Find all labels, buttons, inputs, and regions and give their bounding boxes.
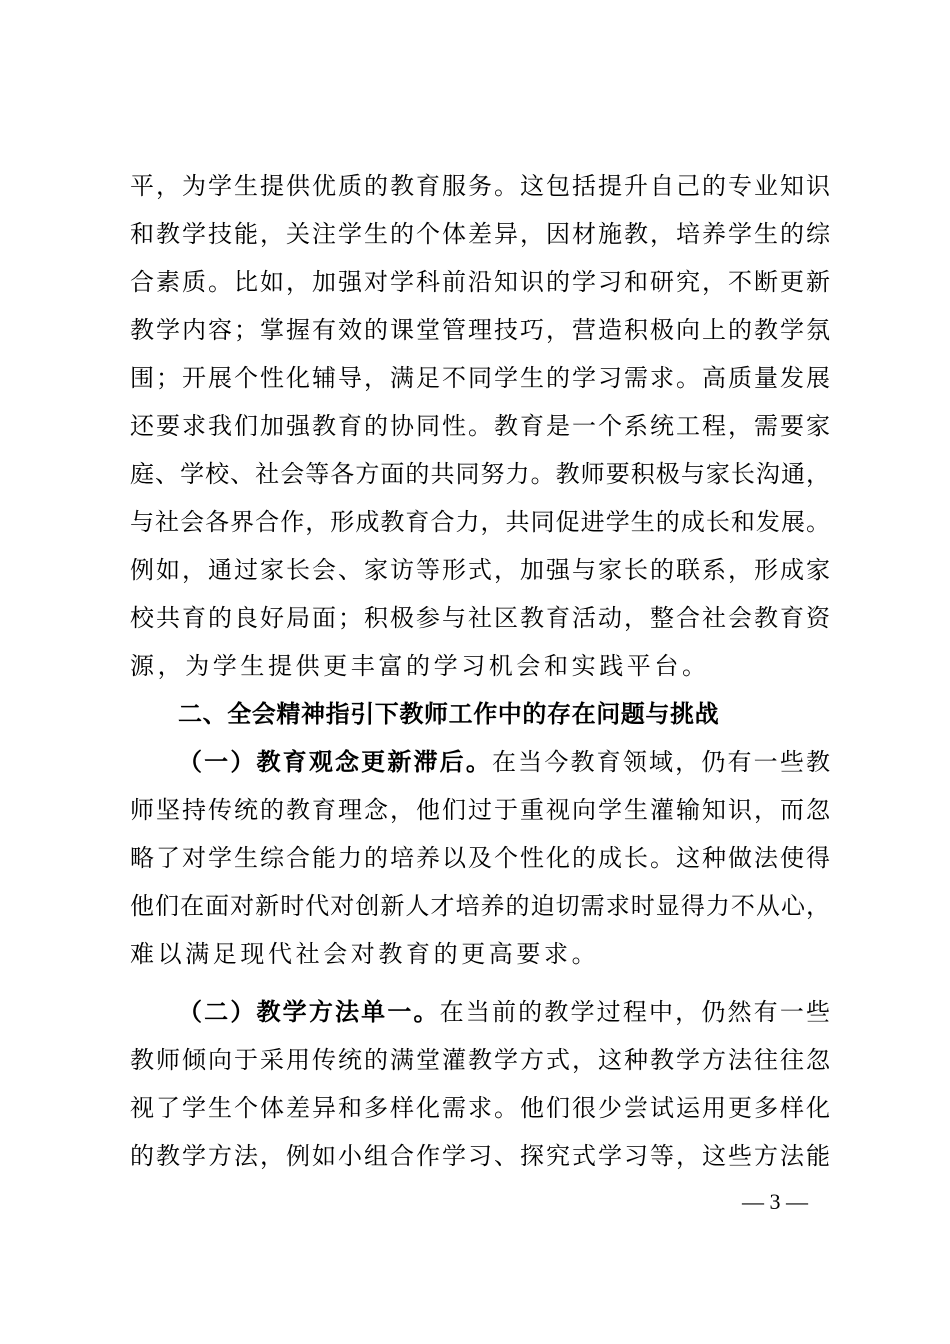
text-line: 源，为学生提供更丰富的学习机会和实践平台。: [130, 652, 710, 680]
subsection-1-title: （一）教育观念更新滞后。: [178, 747, 492, 776]
text-line: 师坚持传统的教育理念，他们过于重视向学生灌输知识，而忽: [130, 796, 830, 824]
document-body: [130, 162, 830, 1180]
text-line: 教学内容；掌握有效的课堂管理技巧，营造积极向上的教学氛: [130, 316, 830, 344]
paragraph-gap: [130, 978, 830, 988]
subsection-2-title: （二）教学方法单一。: [178, 997, 440, 1026]
text-line: 还要求我们加强教育的协同性。教育是一个系统工程，需要家: [130, 412, 830, 440]
text-line: 例如，通过家长会、家访等形式，加强与家长的联系，形成家: [130, 556, 830, 584]
text-line: 略了对学生综合能力的培养以及个性化的成长。这种做法使得: [130, 844, 830, 872]
text-line: 和教学技能，关注学生的个体差异，因材施教，培养学生的综: [130, 220, 830, 248]
text-line: 校共育的良好局面；积极参与社区教育活动，整合社会教育资: [130, 604, 830, 632]
text-line: 教师倾向于采用传统的满堂灌教学方式，这种教学方法往往忽: [130, 1046, 830, 1074]
text-line: [130, 988, 830, 1036]
page-number: — 3 —: [742, 1189, 808, 1214]
text-line: 的教学方法，例如小组合作学习、探究式学习等，这些方法能: [130, 1142, 830, 1170]
section-heading: 二、全会精神指引下教师工作中的存在问题与挑战: [178, 700, 720, 728]
text-line: 合素质。比如，加强对学科前沿知识的学习和研究，不断更新: [130, 268, 830, 296]
text-line: 他们在面对新时代对创新人才培养的迫切需求时显得力不从心，: [130, 892, 830, 920]
text-line: 与社会各界合作，形成教育合力，共同促进学生的成长和发展。: [130, 508, 830, 536]
subsection-1-first-line: 在当今教育领域，仍有一些教: [492, 748, 830, 776]
text-line: 庭、学校、社会等各方面的共同努力。教师要积极与家长沟通，: [130, 460, 830, 488]
text-line: 围；开展个性化辅导，满足不同学生的学习需求。高质量发展: [130, 364, 830, 392]
subsection-2-first-line: 在当前的教学过程中，仍然有一些: [439, 998, 831, 1026]
text-line: 难以满足现代社会对教育的更高要求。: [130, 940, 600, 968]
subsection-1: [130, 738, 830, 978]
text-line: [130, 738, 830, 786]
subsection-2: [130, 988, 830, 1180]
text-line: 平，为学生提供优质的教育服务。这包括提升自己的专业知识: [130, 172, 830, 200]
text-line: 视了学生个体差异和多样化需求。他们很少尝试运用更多样化: [130, 1094, 830, 1122]
paragraph-continuation: [130, 162, 830, 690]
